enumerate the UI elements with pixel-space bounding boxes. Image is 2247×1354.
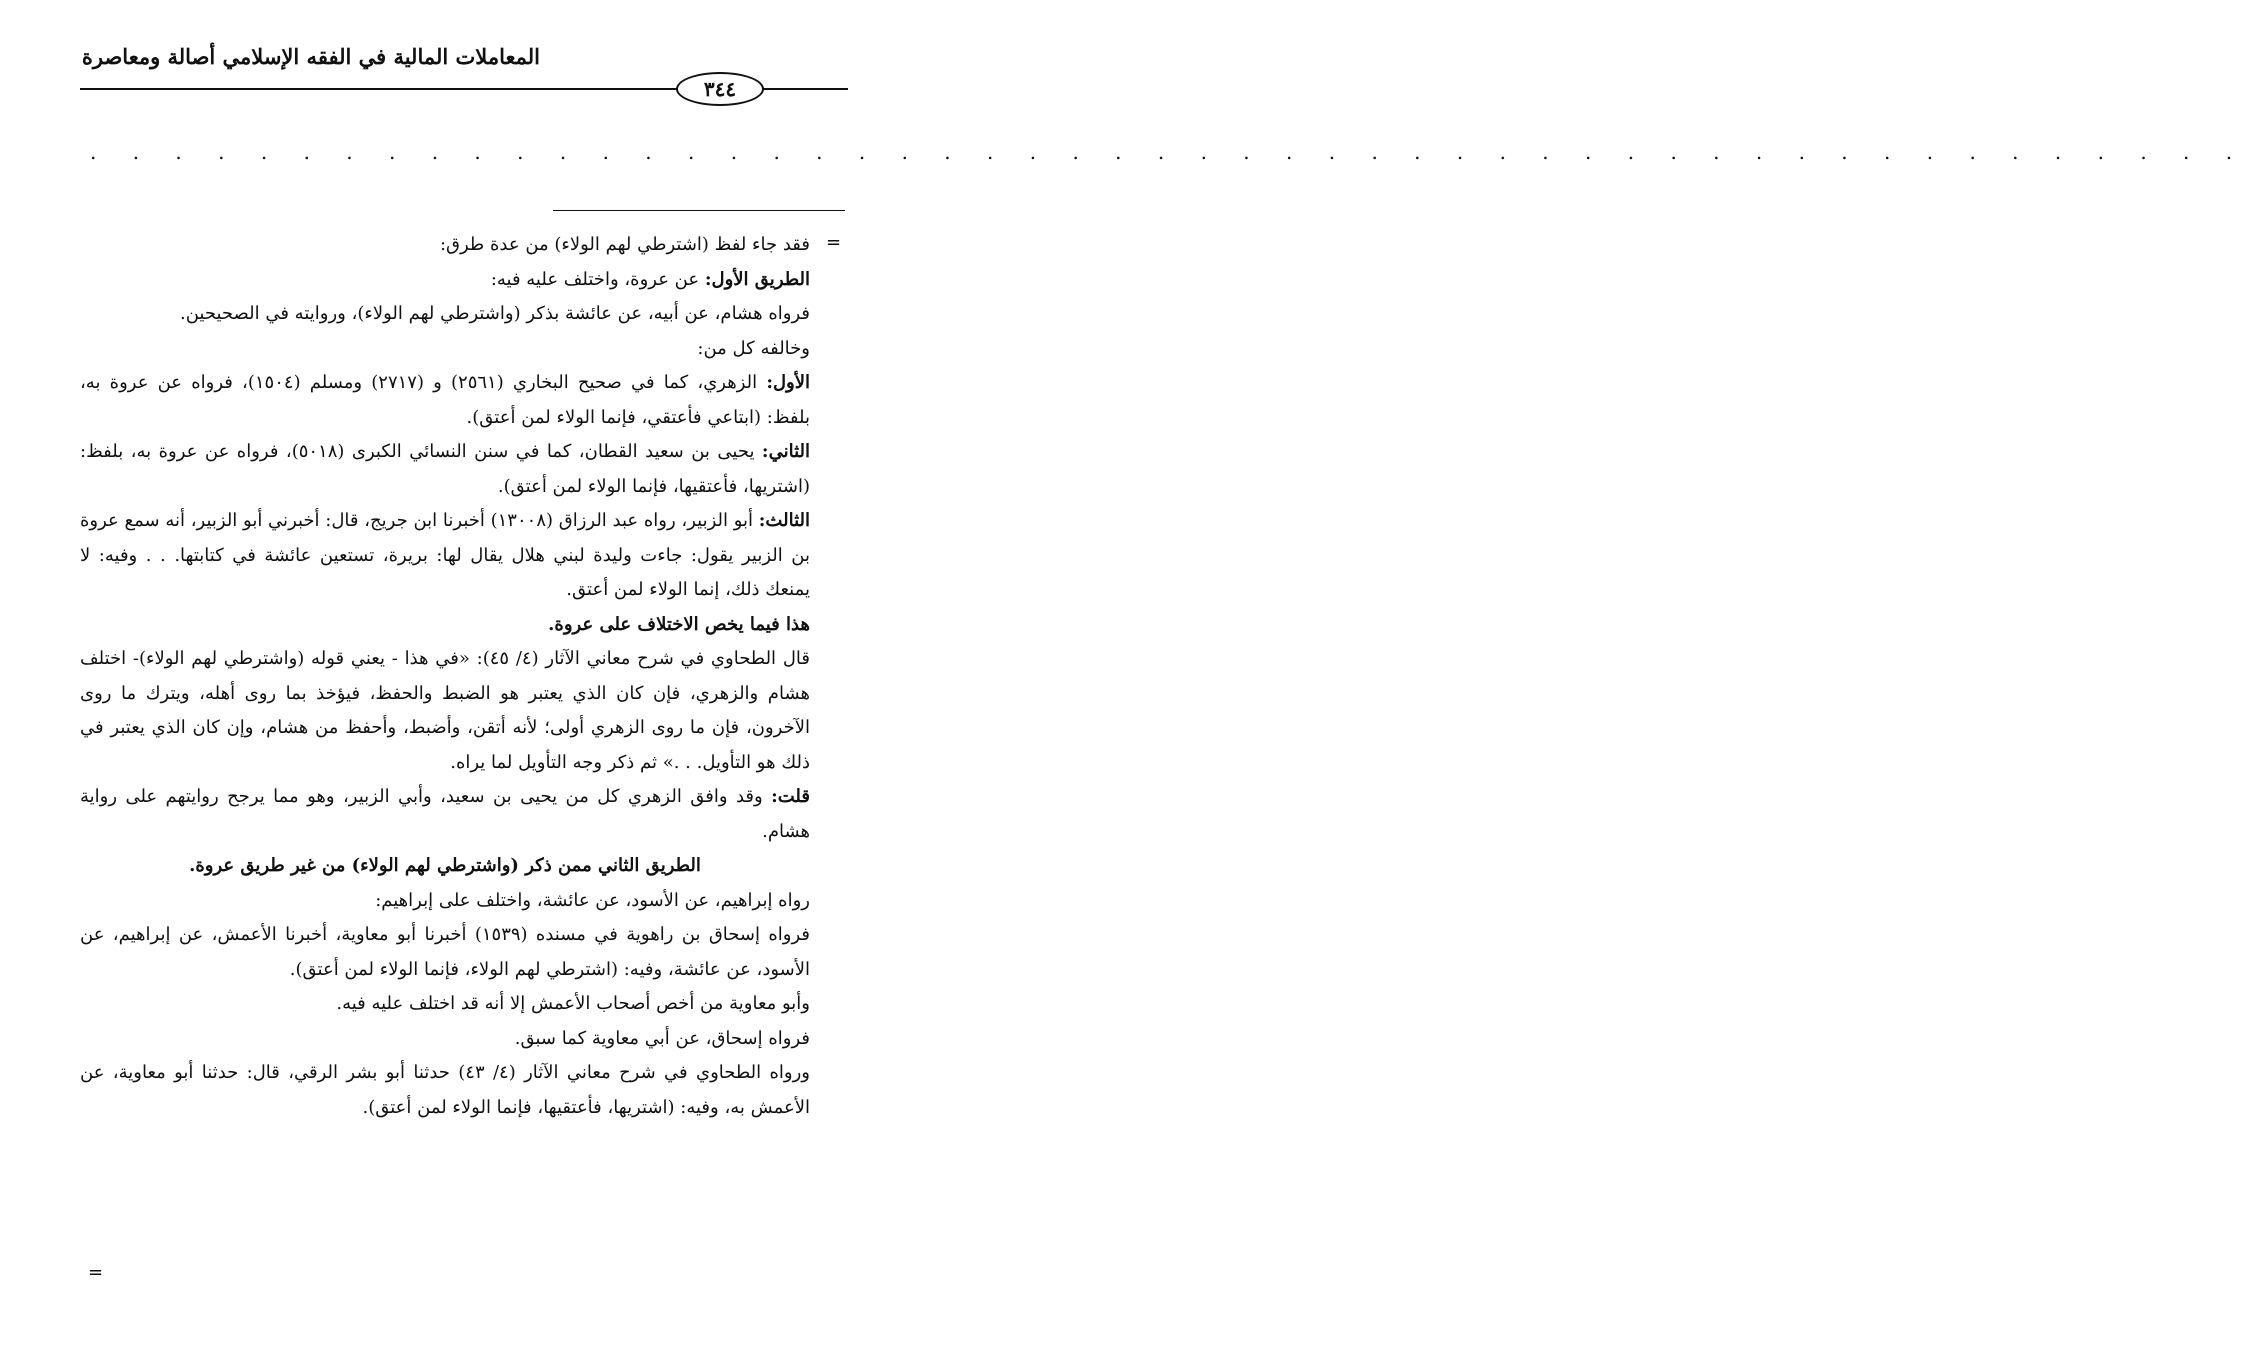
- paragraph: الثالث: أبو الزبير، رواه عبد الرزاق (١٣٠٠٨) أخبرنا ابن جريج، قال: أخبرني أبو الزبير، أنه سمع عروة بن الزبير يقول: جاءت وليدة لبني هلال يقال لها: بريرة، تستعين عائشة في كتابتها. . . وفيه: لا يمنعك ذلك، إنما الولاء لمن أعتق.: [80, 510, 810, 600]
- paragraph: فرواه إسحاق بن راهوية في مسنده (١٥٣٩) أخبرنا أبو معاوية، أخبرنا الأعمش، عن إبراهيم، عن الأسود، عن عائشة، وفيه: (اشترطي لهم الولاء، فإنما الولاء لمن أعتق).: [80, 924, 810, 980]
- footnote-body: [80, 228, 810, 1125]
- footnote-rule: [553, 210, 845, 211]
- paragraph: فرواه هشام، عن أبيه، عن عائشة بذكر (واشترطي لهم الولاء)، وروايته في الصحيحين.: [180, 303, 810, 324]
- page-number: ٣٤٤: [676, 72, 764, 106]
- paragraph: وأبو معاوية من أخص أصحاب الأعمش إلا أنه قد اختلف عليه فيه.: [336, 993, 810, 1014]
- paragraph: وخالفه كل من:: [697, 337, 810, 359]
- continuation-mark-top: =: [826, 232, 842, 253]
- paragraph: الطريق الأول: عن عروة، واختلف عليه فيه:: [490, 268, 810, 290]
- continuation-mark-bottom: =: [88, 1262, 104, 1283]
- paragraph: قلت: وقد وافق الزهري كل من يحيى بن سعيد، وأبي الزبير، وهو مما يرجح روايتهم على رواية هشام.: [80, 786, 810, 842]
- paragraph: الطريق الثاني ممن ذكر (واشترطي لهم الولاء) من غير طريق عروة.: [189, 855, 701, 876]
- paragraph: الثاني: يحيى بن سعيد القطان، كما في سنن النسائي الكبرى (٥٠١٨)، فرواه عن عروة به، بلفظ: (اشتريها، فأعتقيها، فإنما الولاء لمن أعتق).: [80, 441, 810, 497]
- paragraph: رواه إبراهيم، عن الأسود، عن عائشة، واختلف على إبراهيم:: [375, 889, 810, 911]
- running-title: المعاملات المالية في الفقه الإسلامي أصالة ومعاصرة: [81, 44, 540, 69]
- paragraph: قال الطحاوي في شرح معاني الآثار (٤/ ٤٥): «في هذا - يعني قوله (واشترطي لهم الولاء)- اختلف هشام والزهري، فإن كان الذي يعتبر هو الضبط والحفظ، فيؤخذ بما روى أهله، ويترك ما روى الآخرون، فإن ما روى الزهري أولى؛ لأنه أتقن، وأضبط، وأحفظ من هشام، وإن كان الذي يعتبر في ذلك هو التأويل. . .» ثم ذكر وجه التأويل لما يراه.: [80, 648, 810, 773]
- paragraph: هذا فيما يخص الاختلاف على عروة.: [548, 613, 810, 635]
- paragraph: فقد جاء لفظ (اشترطي لهم الولاء) من عدة طرق:: [439, 234, 810, 255]
- paragraph: ورواه الطحاوي في شرح معاني الآثار (٤/ ٤٣) حدثنا أبو بشر الرقي، قال: حدثنا أبو معاوية، عن الأعمش به، وفيه: (اشتريها، فأعتقيها، فإنما الولاء لمن أعتق).: [80, 1062, 810, 1118]
- ellipsis-dots: . . . . . . . . . . . . . . . . . . . . . . . . . . . . . . . . . . . . . . . . . . . . . . . . . . .: [90, 140, 2247, 164]
- paragraph: فرواه إسحاق، عن أبي معاوية كما سبق.: [514, 1027, 810, 1049]
- paragraph: الأول: الزهري، كما في صحيح البخاري (٢٥٦١) و (٢٧١٧) ومسلم (١٥٠٤)، فرواه عن عروة به، بلفظ: (ابتاعي فأعتقي، فإنما الولاء لمن أعتق).: [80, 372, 810, 428]
